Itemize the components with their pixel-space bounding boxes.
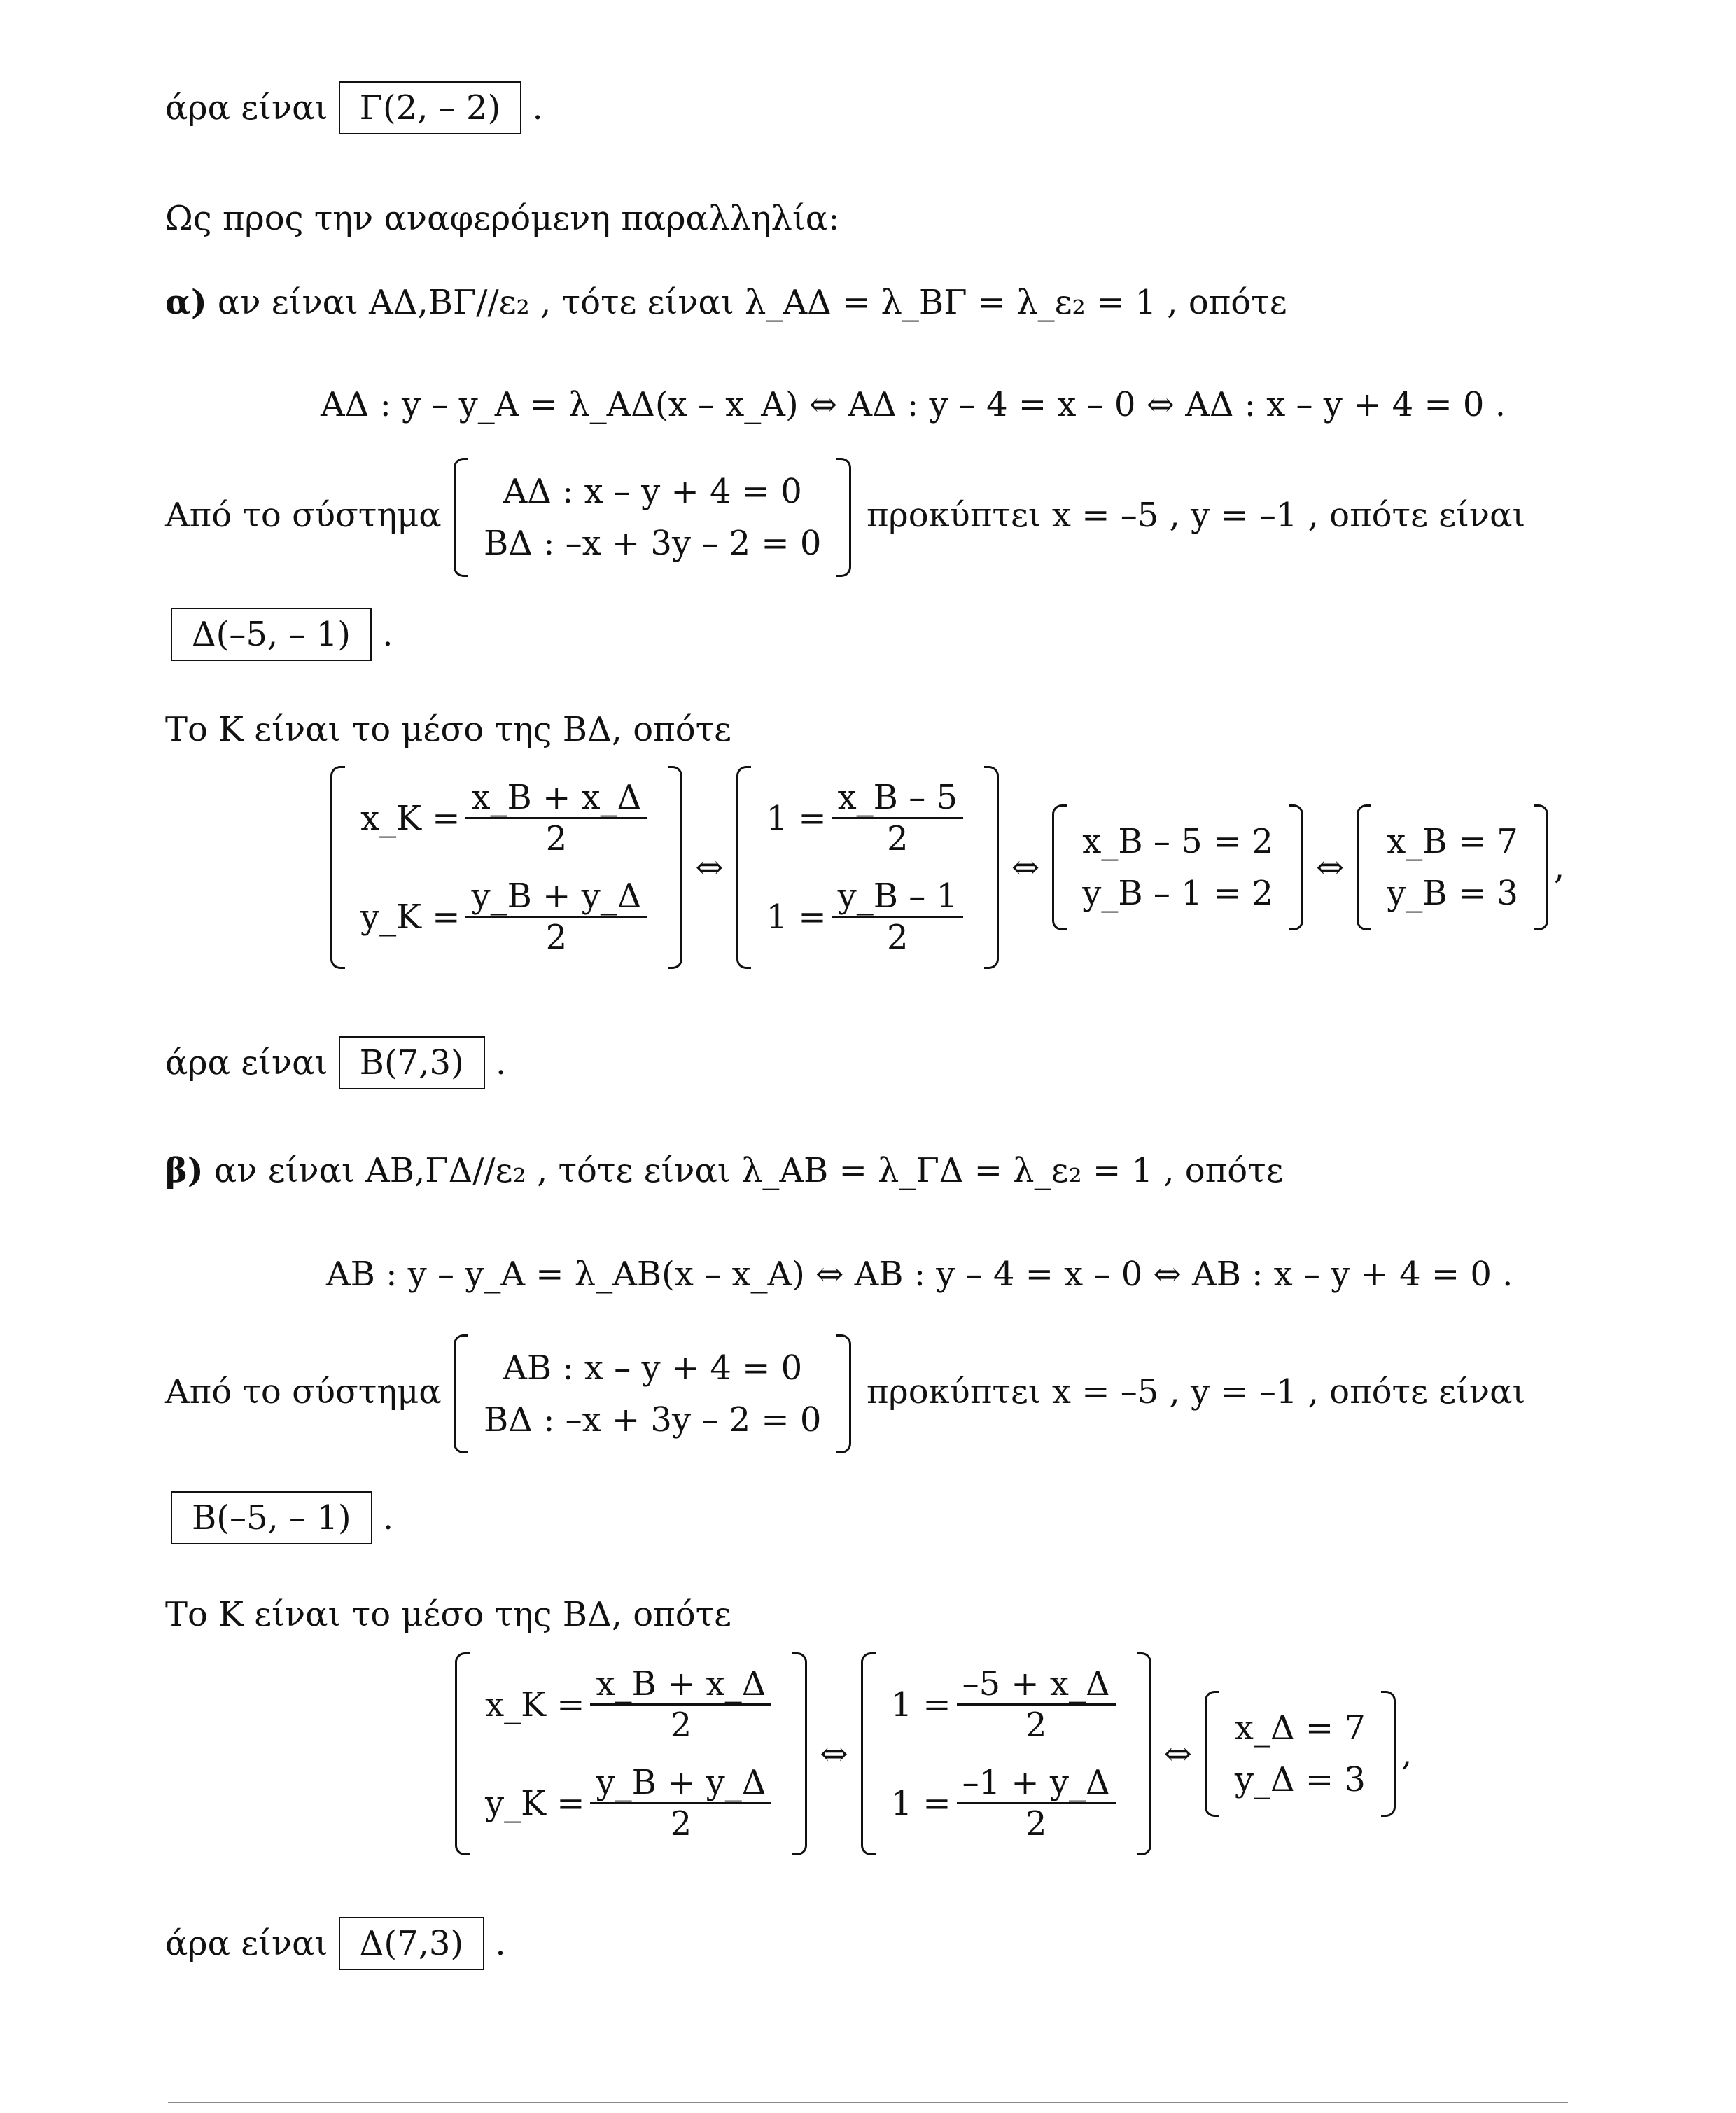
numerator: y_Β – 1	[832, 877, 963, 918]
result-box-beta: Β(7,3)	[339, 1036, 485, 1089]
denominator: 2	[670, 1804, 692, 1843]
system-row-1: ΑΔ : x – y + 4 = 0	[503, 472, 802, 511]
denominator: 2	[887, 918, 909, 957]
equivalence-arrow: ⇔	[820, 1734, 848, 1773]
row-label: 1 =	[890, 1783, 951, 1823]
yk-label: y_Κ =	[360, 897, 461, 937]
right-brace	[668, 766, 682, 969]
left-brace	[330, 766, 345, 969]
left-brace	[1357, 804, 1371, 930]
right-brace	[792, 1652, 807, 1855]
system-row-2: y_Β = 3	[1387, 874, 1518, 913]
fraction	[590, 1763, 771, 1843]
left-brace	[455, 1652, 470, 1855]
system-row-2: ΒΔ : –x + 3y – 2 = 0	[484, 1400, 822, 1439]
right-brace	[1137, 1652, 1152, 1855]
numerator: y_Β + y_Δ	[465, 877, 647, 918]
midpoint-system-3	[1205, 1691, 1396, 1817]
result-box-gamma: Γ(2, – 2)	[339, 81, 522, 134]
part-a-intro-text: αν είναι ΑΔ,ΒΓ//ε₂ , τότε είναι λ_ΑΔ = λ_ΒΓ = λ_ε₂ = 1 , οπότε	[217, 283, 1287, 322]
result-prefix: άρα είναι	[165, 1043, 328, 1082]
denominator: 2	[670, 1706, 692, 1745]
part-a-midpoint-text: Το Κ είναι το μέσο της ΒΔ, οπότε	[165, 710, 732, 749]
midpoint-system-1	[330, 766, 682, 969]
equivalence-arrow: ⇔	[1011, 848, 1040, 887]
row-label: 1 =	[766, 798, 827, 838]
right-brace	[836, 458, 851, 577]
fraction	[465, 877, 647, 957]
midpoint-system-3	[1052, 804, 1303, 930]
right-brace	[1289, 804, 1303, 930]
part-b-line-equation: ΑΒ : y – y_Α = λ_ΑΒ(x – x_Α) ⇔ ΑΒ : y – 4 = x – 0 ⇔ ΑΒ : x – y + 4 = 0 .	[326, 1255, 1513, 1294]
result-prefix: άρα είναι	[165, 88, 328, 127]
system-row-1: x_Δ = 7	[1234, 1708, 1366, 1748]
period: .	[496, 1043, 507, 1082]
equivalence-arrow: ⇔	[1163, 1734, 1192, 1773]
right-brace	[836, 1334, 851, 1453]
xk-label: x_Κ =	[360, 798, 461, 838]
fraction	[957, 1664, 1116, 1745]
left-brace	[1052, 804, 1067, 930]
system-row-1: ΑΒ : x – y + 4 = 0	[503, 1348, 803, 1388]
left-brace	[861, 1652, 876, 1855]
part-a-line-equation: ΑΔ : y – y_Α = λ_ΑΔ(x – x_Α) ⇔ ΑΔ : y – 4 = x – 0 ⇔ ΑΔ : x – y + 4 = 0 .	[321, 385, 1506, 424]
part-b-midpoint-chain	[455, 1652, 1412, 1855]
part-b-system-prefix: Από το σύστημα	[165, 1372, 442, 1411]
numerator: x_Β + x_Δ	[465, 778, 647, 819]
numerator: –5 + x_Δ	[957, 1664, 1116, 1706]
fraction	[832, 778, 963, 858]
left-brace	[454, 458, 468, 577]
fraction	[957, 1763, 1116, 1843]
right-brace	[1381, 1691, 1396, 1817]
part-b-label: β)	[165, 1151, 204, 1190]
numerator: x_Β – 5	[832, 778, 963, 819]
yk-label: y_Κ =	[485, 1783, 585, 1823]
comma: ,	[1553, 848, 1565, 887]
midpoint-system-2	[736, 766, 999, 969]
period: .	[382, 1498, 394, 1537]
part-a-system-result: προκύπτει x = –5 , y = –1 , οπότε είναι	[867, 496, 1526, 535]
equivalence-arrow: ⇔	[695, 848, 724, 887]
part-a-system	[454, 458, 851, 577]
left-brace	[1205, 1691, 1219, 1817]
numerator: x_Β + x_Δ	[590, 1664, 771, 1706]
equivalence-arrow: ⇔	[1315, 848, 1345, 887]
fraction	[590, 1664, 771, 1745]
period: .	[382, 615, 393, 654]
result-line-beta	[165, 1036, 506, 1089]
period: .	[532, 88, 543, 127]
system-row-1: x_Β – 5 = 2	[1082, 822, 1273, 861]
system-row-2: ΒΔ : –x + 3y – 2 = 0	[484, 524, 822, 563]
part-a-system-prefix: Από το σύστημα	[165, 496, 442, 535]
result-box-delta-final: Δ(7,3)	[339, 1917, 484, 1970]
denominator: 2	[887, 819, 909, 858]
result-prefix: άρα είναι	[165, 1924, 328, 1963]
right-brace	[984, 766, 999, 969]
system-row-2: y_Β – 1 = 2	[1082, 874, 1273, 913]
system-row-1: x_Β = 7	[1387, 822, 1518, 861]
result-line-b-point	[171, 1491, 393, 1544]
part-b-intro-text: αν είναι ΑΒ,ΓΔ//ε₂ , τότε είναι λ_ΑΒ = λ_ΓΔ = λ_ε₂ = 1 , οπότε	[214, 1151, 1284, 1190]
row-label: 1 =	[766, 897, 827, 937]
part-b-intro	[165, 1150, 1284, 1192]
xk-label: x_Κ =	[485, 1685, 585, 1724]
part-a-label: α)	[165, 283, 207, 322]
result-line-delta-final	[165, 1917, 506, 1970]
result-line-gamma	[165, 81, 543, 134]
result-box-b-point: Β(–5, – 1)	[171, 1491, 372, 1544]
period: .	[495, 1924, 506, 1963]
midpoint-system-4	[1357, 804, 1548, 930]
comma: ,	[1401, 1734, 1413, 1773]
row-label: 1 =	[890, 1685, 951, 1724]
denominator: 2	[545, 918, 568, 957]
denominator: 2	[1025, 1804, 1047, 1843]
right-brace	[1534, 804, 1548, 930]
numerator: y_Β + y_Δ	[590, 1763, 771, 1804]
midpoint-system-1	[455, 1652, 807, 1855]
midpoint-system-2	[861, 1652, 1152, 1855]
part-b-system	[454, 1334, 851, 1453]
part-b-midpoint-text: Το Κ είναι το μέσο της ΒΔ, οπότε	[165, 1595, 732, 1634]
system-row-2: y_Δ = 3	[1234, 1760, 1366, 1799]
numerator: –1 + y_Δ	[957, 1763, 1116, 1804]
fraction	[465, 778, 647, 858]
part-a-intro	[165, 281, 1287, 323]
part-a-midpoint-chain	[330, 766, 1564, 969]
denominator: 2	[545, 819, 568, 858]
left-brace	[454, 1334, 468, 1453]
fraction	[832, 877, 963, 957]
left-brace	[736, 766, 751, 969]
parallel-intro: Ως προς την αναφερόμενη παραλληλία:	[165, 199, 840, 238]
part-b-system-result: προκύπτει x = –5 , y = –1 , οπότε είναι	[867, 1372, 1526, 1411]
result-box-delta: Δ(–5, – 1)	[171, 608, 372, 661]
footer-rule	[168, 2102, 1568, 2103]
denominator: 2	[1025, 1706, 1047, 1745]
result-line-delta	[171, 608, 393, 661]
